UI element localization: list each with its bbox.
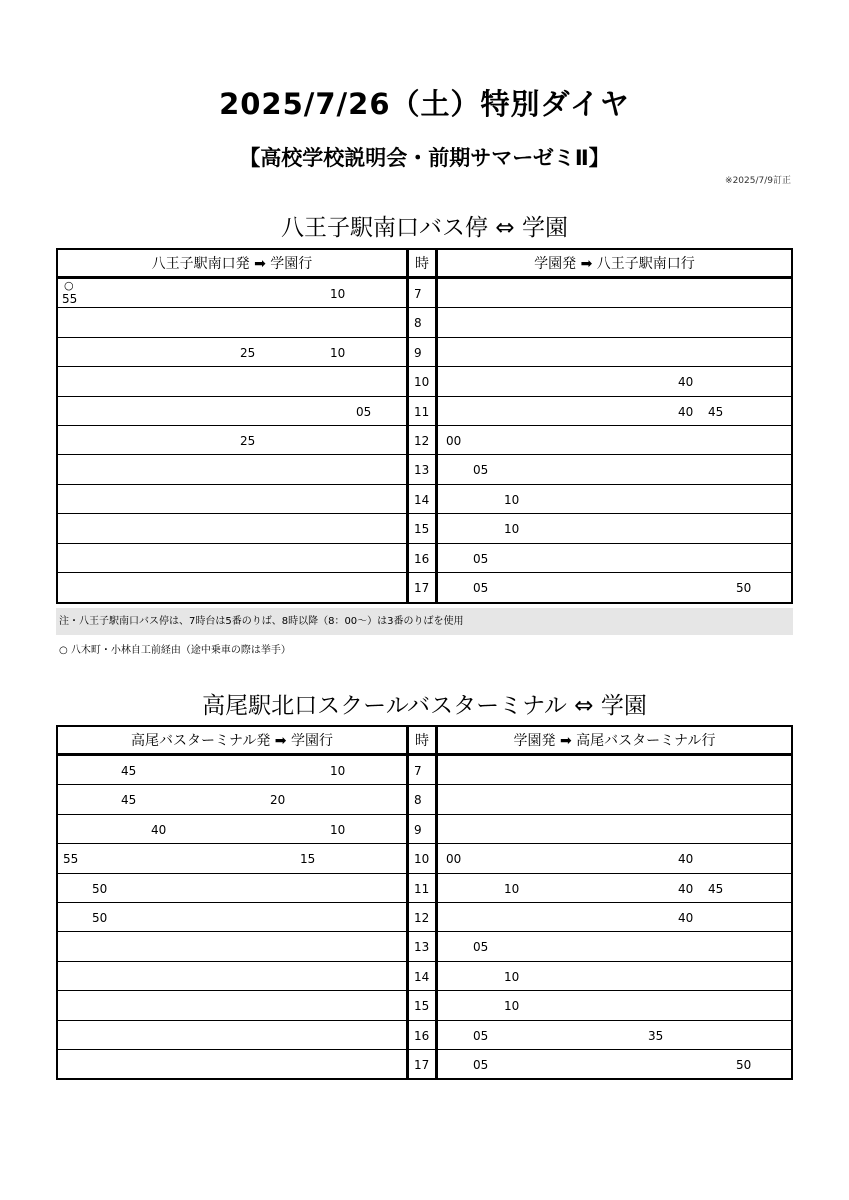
departure-minute: 10	[330, 822, 346, 837]
hour-label: 17	[414, 580, 430, 595]
departure-minute: 00	[446, 433, 462, 448]
hour-label: 8	[414, 793, 422, 808]
hour-label: 11	[414, 404, 430, 419]
table-row	[58, 815, 791, 844]
departure-minute: 20	[270, 793, 286, 808]
table-row	[58, 308, 791, 337]
departure-minute: 45	[121, 793, 137, 808]
route-note: ○ 八木町・小林自工前経由（途中乗車の際は挙手）	[59, 645, 291, 656]
hour-label: 15	[414, 999, 430, 1014]
header-hour: 時	[409, 727, 438, 753]
header-hour: 時	[409, 250, 438, 276]
departure-minute: 40	[678, 852, 694, 867]
departure-minute: 00	[446, 852, 462, 867]
hour-label: 10	[414, 852, 430, 867]
departure-minute: 05	[356, 404, 372, 419]
timetable-header	[58, 250, 791, 279]
departure-minute: 25	[240, 433, 256, 448]
departure-minute: 55	[63, 852, 79, 867]
departure-minute: 05	[473, 940, 489, 955]
departure-minute: 10	[504, 999, 520, 1014]
departure-minute: 25	[240, 345, 256, 360]
departure-minute: 10	[330, 764, 346, 778]
table-row	[58, 785, 791, 814]
table-row	[58, 573, 791, 602]
timetable-hachioji	[56, 248, 793, 604]
departure-minute: 40	[678, 404, 694, 419]
departure-minute: 50	[736, 1057, 752, 1072]
departure-minute: 45	[121, 764, 137, 778]
table-row	[58, 962, 791, 991]
table-row	[58, 932, 791, 961]
departure-minute: 05	[473, 1028, 489, 1043]
departure-minute: 40	[678, 375, 694, 390]
departure-minute: 10	[504, 969, 520, 984]
table-row	[58, 514, 791, 543]
departure-minute: 40	[678, 881, 694, 896]
departure-minute: 40	[678, 910, 694, 925]
hour-label: 15	[414, 522, 430, 537]
hour-label: 11	[414, 881, 430, 896]
table-row	[58, 455, 791, 484]
header-inbound: 学園発 ➡ 八王子駅南口行	[534, 256, 695, 272]
departure-minute: 10	[504, 522, 520, 537]
hour-label: 8	[414, 316, 422, 331]
table-row	[58, 1050, 791, 1079]
departure-minute: 10	[504, 492, 520, 507]
table-row	[58, 397, 791, 426]
departure-minute: 10	[504, 881, 520, 896]
table-row	[58, 991, 791, 1020]
table-row	[58, 279, 791, 308]
table-row	[58, 338, 791, 367]
departure-minute: 05	[473, 580, 489, 595]
hour-label: 7	[414, 764, 422, 778]
departure-minute: 40	[151, 822, 167, 837]
table-row	[58, 756, 791, 785]
departure-minute: 50	[736, 580, 752, 595]
table-row	[58, 903, 791, 932]
hour-label: 14	[414, 969, 430, 984]
departure-minute: 10	[330, 287, 346, 301]
route-mark: ○	[64, 279, 74, 292]
hour-label: 10	[414, 375, 430, 390]
table-row	[58, 367, 791, 396]
table-row	[58, 544, 791, 573]
revision-note: ※2025/7/9訂正	[725, 176, 791, 186]
section-title-takao: 高尾駅北口スクールバスターミナル ⇔ 学園	[202, 693, 647, 719]
section-title-hachioji: 八王子駅南口バス停 ⇔ 学園	[281, 215, 568, 241]
hour-label: 16	[414, 551, 430, 566]
departure-minute: 35	[648, 1028, 664, 1043]
departure-minute: 10	[330, 345, 346, 360]
departure-minute: 15	[300, 852, 316, 867]
table-row	[58, 485, 791, 514]
header-inbound: 学園発 ➡ 高尾バスターミナル行	[513, 733, 716, 749]
platform-note: 注・八王子駅南口バス停は、7時台は5番のりば、8時以降（8：00～）は3番のりばを使用	[56, 608, 793, 635]
hour-label: 14	[414, 492, 430, 507]
page-subtitle: 【高校学校説明会・前期サマーゼミⅡ】	[239, 146, 610, 170]
timetable-header	[58, 727, 791, 756]
departure-minute: 50	[92, 910, 108, 925]
departure-minute: 45	[708, 404, 724, 419]
table-row	[58, 844, 791, 873]
timetable-takao	[56, 725, 793, 1080]
page-title: 2025/7/26（土）特別ダイヤ	[219, 87, 630, 121]
departure-minute: 45	[708, 881, 724, 896]
departure-minute: 05	[473, 1057, 489, 1072]
header-outbound: 高尾バスターミナル発 ➡ 学園行	[58, 727, 409, 753]
table-row	[58, 426, 791, 455]
table-row	[58, 1021, 791, 1050]
departure-minute: 50	[92, 881, 108, 896]
hour-label: 16	[414, 1028, 430, 1043]
hour-label: 9	[414, 345, 422, 360]
hour-label: 12	[414, 910, 430, 925]
hour-label: 9	[414, 822, 422, 837]
hour-label: 17	[414, 1057, 430, 1072]
hour-label: 12	[414, 433, 430, 448]
table-row	[58, 874, 791, 903]
hour-label: 13	[414, 463, 430, 478]
departure-minute: 55	[62, 292, 78, 306]
departure-minute: 05	[473, 463, 489, 478]
hour-label: 7	[414, 287, 422, 301]
hour-label: 13	[414, 940, 430, 955]
departure-minute: 05	[473, 551, 489, 566]
header-outbound: 八王子駅南口発 ➡ 学園行	[58, 250, 409, 276]
